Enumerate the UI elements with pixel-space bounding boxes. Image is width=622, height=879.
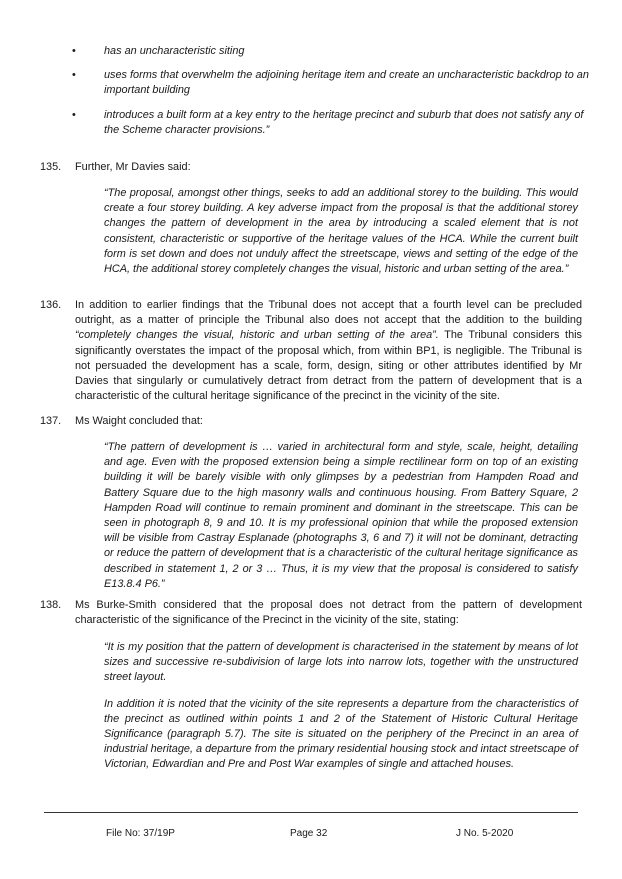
paragraph-number: 137.	[40, 415, 62, 427]
bullet-icon: •	[72, 45, 76, 57]
list-item	[40, 108, 600, 138]
list-item	[40, 68, 600, 98]
paragraph-quote-inline: “completely changes the visual, historic and urban setting of the area”.	[75, 329, 439, 342]
quote-text: “It is my position that the pattern of development is characterised in the statement by means of lot sizes and successive re-subdivision of large lots into narrow lots, together with the unstructured street layout.	[104, 641, 578, 684]
paragraph-136	[40, 298, 582, 404]
paragraph-number: 136.	[40, 299, 62, 311]
paragraph-137	[40, 414, 582, 429]
quote-text: “The proposal, amongst other things, seeks to add an additional storey to the building. This would create a four storey building. A key adverse impact from the proposal is that the additional storey changes the pattern of development in the area by introducing a scaled element that is not consistent, characteristic or supportive of the heritage values of the HCA. While the current built form is set down and does not unduly affect the streetscape, views and setting of the edge of the HCA, the additional storey completely changes the visual, historic and urban setting of the area.”	[104, 187, 578, 276]
paragraph-text	[75, 298, 582, 404]
quote-text: “The pattern of development is … varied in architectural form and style, scale, height, detailing and age. Even with the proposed extension being a simple rectilinear form on top of an existing building it will be barely visible with only glimpses by a pedestrian from Hampden Road and Battery Square due to the high masonry walls and continuous housing. From Battery Square, 2 Hampden Road will continue to remain prominent and dominant in the streetscape. This can be seen in photograph 8, 9 and 10. It is my professional opinion that while the proposed extension will be visible from Castray Esplanade (photographs 3, 6 and 7) it will not be dominant, detracting or reduce the pattern of development that is a characteristic of the cultural heritage significance as described in statement 1, 2 or 3 … Thus, it is my view that the proposal is considered to satisfy E13.8.4 P6.”	[104, 441, 578, 590]
bullet-text: uses forms that overwhelm the adjoining heritage item and create an uncharacteristic backdrop to an important building	[104, 69, 589, 97]
quote-burke-smith	[104, 640, 578, 784]
paragraph-number: 135.	[40, 161, 62, 173]
paragraph-138	[40, 598, 582, 628]
bullet-icon: •	[72, 108, 76, 121]
footer-divider	[44, 812, 578, 813]
bullet-text: has an uncharacteristic siting	[104, 45, 245, 57]
quote-text: In addition it is noted that the vicinity of the site represents a departure from the characteristics of the precinct as outlined within points 1 and 2 of the Statement of Historic Cultural Heritage Significance (paragraph 5.7). The site is situated on the periphery of the Precinct in an area of industrial heritage, a departure from the primary residential housing stock and intact streetscape of Victorian, Edwardian and Pre and Post War examples of single and attached houses.	[104, 697, 578, 771]
footer-file-number: File No: 37/19P	[106, 828, 175, 839]
paragraph-text-part: The Tribunal considers this significantly overstates the impact of the proposal which, from within BP1, is negligible. The Tribunal is not persuaded the development has a scale, form, design, siting or other attributes identified by Mr Davies that singularly or cumulatively detract from detract from the pattern of development that is a characteristic of the cultural heritage significance of the precinct in the vicinity of the site.	[75, 329, 582, 403]
footer-judgment-number: J No. 5-2020	[456, 828, 514, 839]
bullet-list	[40, 44, 600, 147]
bullet-text: introduces a built form at a key entry to the heritage precinct and suburb that does not satisfy any of the Scheme character provisions.”	[104, 108, 584, 136]
list-item	[40, 44, 600, 59]
paragraph-text: Further, Mr Davies said:	[75, 161, 191, 173]
paragraph-number: 138.	[40, 599, 62, 611]
quote-waight	[104, 440, 578, 603]
paragraph-text: Ms Burke-Smith considered that the proposal does not detract from the pattern of development characteristic of the significance of the Precinct in the vicinity of the site, stating:	[75, 599, 582, 627]
bullet-icon: •	[72, 69, 76, 82]
paragraph-text-part: In addition to earlier findings that the Tribunal does not accept that a fourth level can be precluded outright, as a matter of principle the Tribunal also does not accept that the addition to the building	[75, 299, 582, 327]
quote-davies	[104, 186, 578, 288]
paragraph-135	[40, 160, 582, 175]
footer-page-number: Page 32	[290, 828, 328, 839]
paragraph-text: Ms Waight concluded that:	[75, 415, 203, 427]
